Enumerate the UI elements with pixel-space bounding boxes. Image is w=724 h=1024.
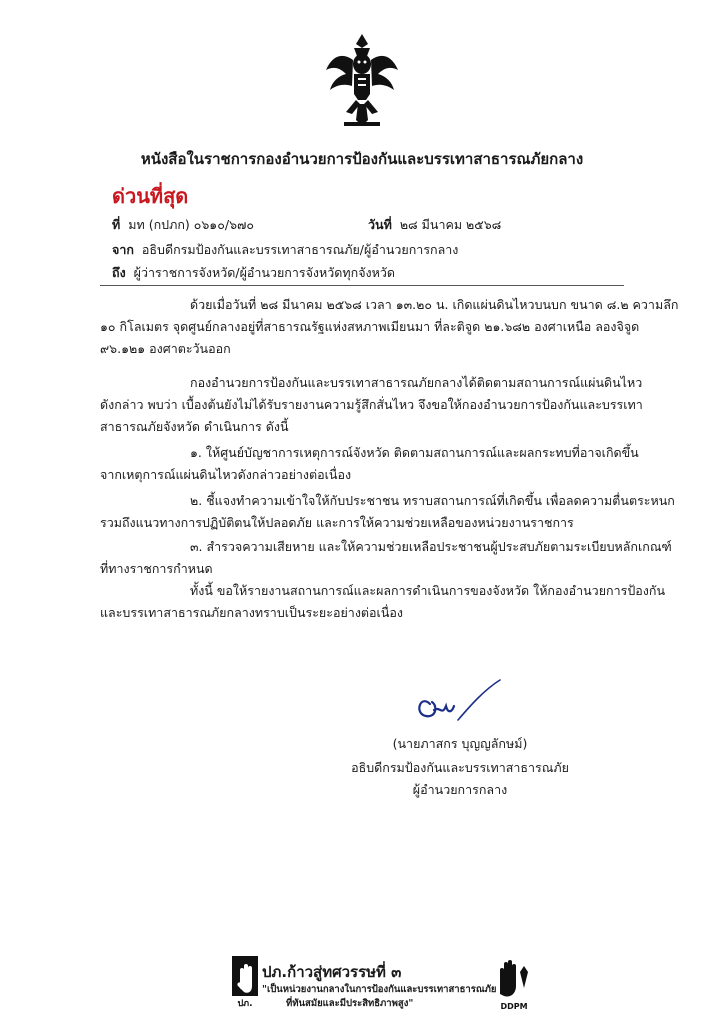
body-line: ๙๖.๑๒๑ องศาตะวันออก [100, 341, 231, 356]
body-line: ด้วยเมื่อวันที่ ๒๘ มีนาคม ๒๕๖๘ เวลา ๑๓.๒๐ น. เกิดแผ่นดินไหวบนบก ขนาด ๘.๒ ความลึก [190, 297, 679, 312]
signatory-title: ผู้อำนวยการกลาง [412, 782, 508, 797]
body-line: จากเหตุการณ์แผ่นดินไหวดังกล่าวอย่างต่อเนื่อง [100, 467, 352, 482]
to-line [112, 263, 395, 283]
body-line: ๑๐ กิโลเมตร จุดศูนย์กลางอยู่ที่สาธารณรัฐแห่งสหภาพเมียนมา ที่ละติจูด ๒๑.๖๘๒ องศาเหนือ ลองจิจูด [100, 319, 640, 334]
hand-logo-icon [232, 956, 258, 1008]
body-line: รวมถึงแนวทางการปฏิบัติตนให้ปลอดภัย และการให้ความช่วยเหลือของหน่วยงานราชการ [100, 515, 574, 530]
list-item: ๑. ให้ศูนย์บัญชาการเหตุการณ์จังหวัด ติดตามสถานการณ์และผลกระทบที่อาจเกิดขึ้น [190, 445, 639, 460]
signatory-position: อธิบดีกรมป้องกันและบรรเทาสาธารณภัย [351, 760, 569, 775]
reference-label: ที่ [112, 217, 121, 232]
date-value: ๒๘ มีนาคม ๒๕๖๘ [399, 217, 502, 232]
left-logo-text: ปภ. [237, 999, 253, 1008]
to-label: ถึง [112, 265, 126, 280]
body-line: ทั้งนี้ ขอให้รายงานสถานการณ์และผลการดำเนินการของจังหวัด ให้กองอำนวยการป้องกัน [190, 583, 665, 598]
reference-number: มท (กปภก) ๐๖๑๐/๖๗๐ [128, 217, 255, 232]
from-value: อธิบดีกรมป้องกันและบรรเทาสาธารณภัย/ผู้อำนวยการกลาง [141, 242, 459, 257]
list-item: ๓. สำรวจความเสียหาย และให้ความช่วยเหลือประชาชนผู้ประสบภัยตามระเบียบหลักเกณฑ์ [190, 539, 672, 554]
header-divider [100, 285, 624, 286]
body-line: ดังกล่าว พบว่า เบื้องต้นยังไม่ได้รับรายงานความรู้สึกสั่นไหว จึงขอให้กองอำนวยการป้องกันและบรรเทา [100, 397, 643, 412]
signatory-name: (นายภาสกร บุญญลักษม์) [392, 736, 528, 751]
signature-icon [410, 676, 510, 728]
to-value: ผู้ว่าราชการจังหวัด/ผู้อำนวยการจังหวัดทุกจังหวัด [133, 265, 396, 280]
from-line [112, 240, 458, 260]
from-label: จาก [112, 242, 134, 257]
document-title: หนังสือในราชการกองอำนวยการป้องกันและบรรเทาสาธารณภัยกลาง [140, 150, 584, 168]
date-label: วันที่ [368, 217, 392, 232]
right-logo-text: DDPM [500, 1002, 528, 1011]
garuda-emblem-icon [322, 30, 402, 130]
ddpm-logo-icon [494, 954, 534, 1012]
footer-slogan-line: "เป็นหน่วยงานกลางในการป้องกันและบรรเทาสาธารณภัย [262, 984, 497, 995]
body-line: และบรรเทาสาธารณภัยกลางทราบเป็นระยะอย่างต่อเนื่อง [100, 605, 403, 620]
date-line [368, 215, 501, 235]
footer-slogan-line: ที่ทันสมัยและมีประสิทธิภาพสูง" [286, 998, 414, 1009]
body-line: สาธารณภัยจังหวัด ดำเนินการ ดังนี้ [100, 419, 289, 434]
urgency-label: ด่วนที่สุด [112, 184, 189, 208]
body-line: กองอำนวยการป้องกันและบรรเทาสาธารณภัยกลางได้ติดตามสถานการณ์แผ่นดินไหว [190, 375, 643, 390]
reference-line [112, 215, 254, 235]
footer-slogan-title: ปภ.ก้าวสู่ทศวรรษที่ ๓ [262, 963, 402, 981]
list-item: ๒. ชี้แจงทำความเข้าใจให้กับประชาชน ทราบสถานการณ์ที่เกิดขึ้น เพื่อลดความตื่นตระหนก [190, 493, 675, 508]
body-line: ที่ทางราชการกำหนด [100, 561, 213, 576]
